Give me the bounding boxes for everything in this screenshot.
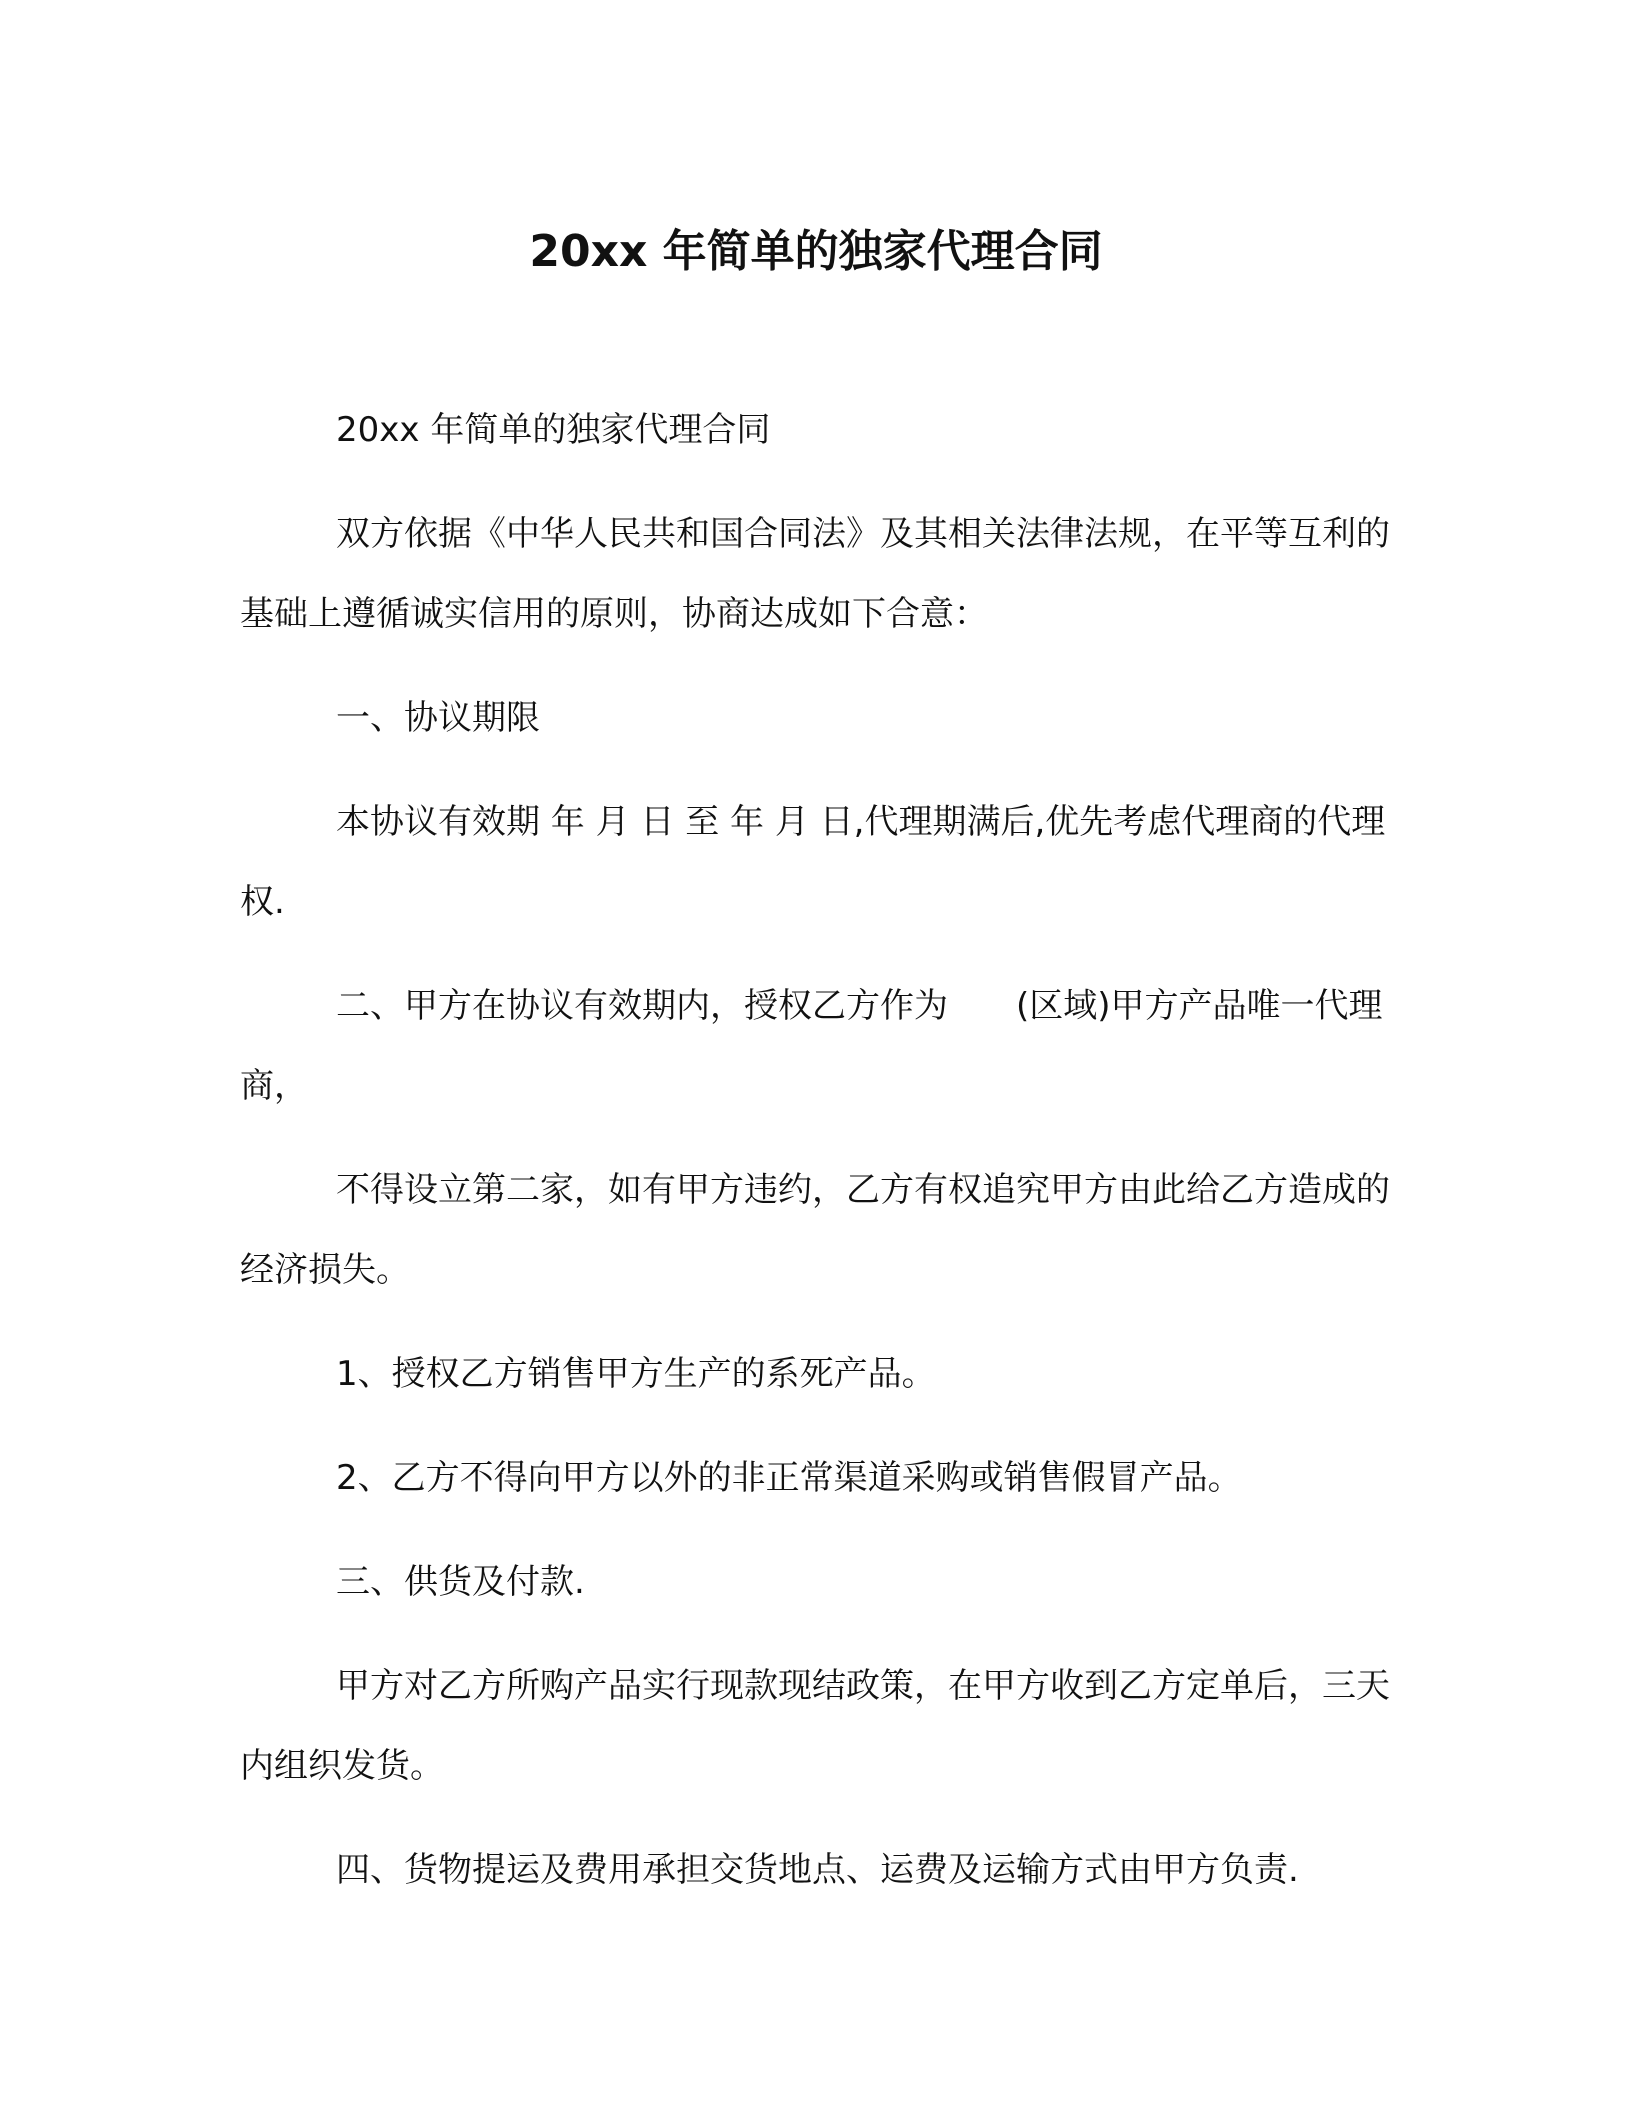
paragraph-preamble: 双方依据《中华人民共和国合同法》及其相关法律法规，在平等互利的基础上遵循诚实信用的原则，协商达成如下合意：	[240, 514, 1390, 634]
section-2-item-1: 1、授权乙方销售甲方生产的系死产品。	[336, 1354, 936, 1394]
section-1-heading: 一、协议期限	[336, 698, 540, 738]
section-3-payment: 甲方对乙方所购产品实行现款现结政策，在甲方收到乙方定单后，三天内组织发货。	[240, 1666, 1390, 1786]
document-body	[240, 390, 1400, 1934]
section-2-item-2: 2、乙方不得向甲方以外的非正常渠道采购或销售假冒产品。	[336, 1458, 1242, 1498]
section-1-term: 本协议有效期 年 月 日 至 年 月 日,代理期满后,优先考虑代理商的代理权.	[240, 802, 1386, 922]
paragraph-heading-repeat: 20xx 年简单的独家代理合同	[336, 410, 771, 450]
section-2-exclusivity: 不得设立第二家，如有甲方违约，乙方有权追究甲方由此给乙方造成的经济损失。	[240, 1170, 1390, 1290]
section-4-delivery: 四、货物提运及费用承担交货地点、运费及运输方式由甲方负责.	[336, 1850, 1299, 1890]
document-title: 20xx 年简单的独家代理合同	[529, 226, 1103, 277]
section-3-heading: 三、供货及付款.	[336, 1562, 585, 1602]
section-2-authorization: 二、甲方在协议有效期内，授权乙方作为 (区域)甲方产品唯一代理商，	[240, 986, 1383, 1106]
